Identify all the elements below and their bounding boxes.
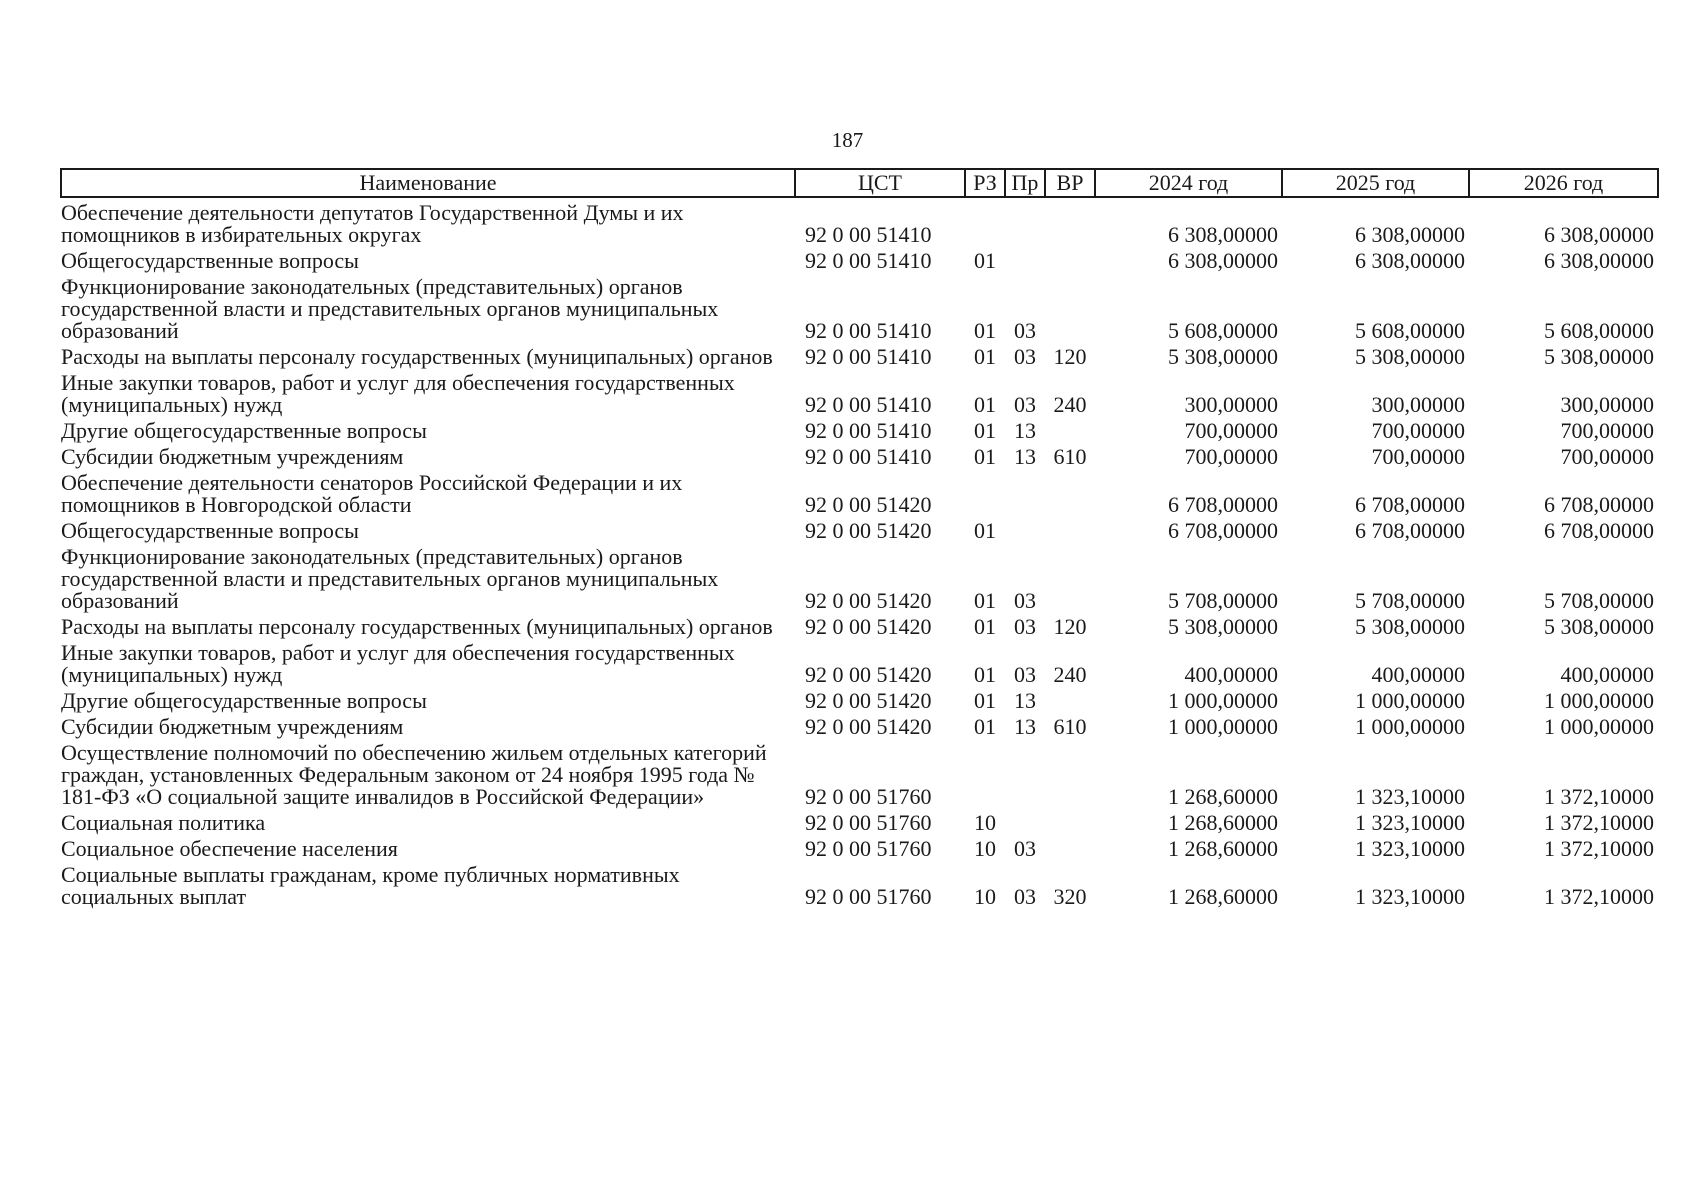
- cell-2024: 5 308,00000: [1168, 614, 1278, 639]
- cell-cst: 92 0 00 51420: [805, 518, 932, 543]
- cell-vr: [1045, 808, 1095, 834]
- cell-rz: 01: [974, 444, 996, 469]
- table-row: [61, 468, 1658, 516]
- cell-name: Социальные выплаты гражданам, кроме публичных нормативных социальных выплат: [61, 862, 680, 909]
- cell-name: Общегосударственные вопросы: [61, 248, 359, 273]
- table-row: [61, 686, 1658, 712]
- cell-cst: 92 0 00 51410: [805, 344, 932, 369]
- table-row: [61, 442, 1658, 468]
- cell-vr: [1045, 516, 1095, 542]
- table-row: [61, 612, 1658, 638]
- cell-name: Другие общегосударственные вопросы: [61, 688, 427, 713]
- header-row: [61, 169, 1658, 197]
- cell-2024: 6 308,00000: [1168, 248, 1278, 273]
- cell-2024: 1 000,00000: [1168, 714, 1278, 739]
- cell-2024: 1 268,60000: [1168, 810, 1278, 835]
- cell-name: Иные закупки товаров, работ и услуг для обеспечения государственных (муниципальных) нужд: [61, 370, 735, 417]
- table-row: [61, 542, 1658, 612]
- cell-name: Социальная политика: [61, 810, 266, 835]
- cell-rz: 01: [974, 614, 996, 639]
- cell-rz: 01: [974, 318, 996, 343]
- cell-name: Субсидии бюджетным учреждениям: [61, 444, 404, 469]
- table-row: [61, 416, 1658, 442]
- cell-2026: 5 708,00000: [1544, 588, 1654, 613]
- cell-name: Функционирование законодательных (представительных) органов государственной власти и представительных органов муниципальных образований: [61, 544, 719, 613]
- header-rz: РЗ: [965, 169, 1005, 197]
- cell-name: Социальное обеспечение населения: [61, 836, 398, 861]
- cell-2026: 5 308,00000: [1544, 614, 1654, 639]
- cell-vr: [1045, 468, 1095, 516]
- cell-rz: 10: [974, 884, 996, 909]
- cell-2024: 400,00000: [1184, 662, 1278, 687]
- cell-pr: 13: [1014, 714, 1036, 739]
- cell-2024: 1 000,00000: [1168, 688, 1278, 713]
- cell-cst: 92 0 00 51410: [805, 222, 932, 247]
- cell-2025: 1 000,00000: [1355, 714, 1465, 739]
- cell-rz: [965, 738, 1005, 808]
- cell-name: Иные закупки товаров, работ и услуг для обеспечения государственных (муниципальных) нужд: [61, 640, 735, 687]
- cell-2025: 700,00000: [1371, 444, 1465, 469]
- cell-2026: 6 708,00000: [1544, 492, 1654, 517]
- page-number: 187: [831, 128, 864, 152]
- cell-rz: [965, 468, 1005, 516]
- cell-2026: 6 308,00000: [1544, 248, 1654, 273]
- cell-2026: 700,00000: [1560, 444, 1654, 469]
- header-cst: ЦСТ: [795, 169, 965, 197]
- cell-vr: [1045, 542, 1095, 612]
- cell-2026: 1 372,10000: [1544, 884, 1654, 909]
- cell-2026: 1 372,10000: [1544, 784, 1654, 809]
- table-row: [61, 246, 1658, 272]
- cell-cst: 92 0 00 51410: [805, 248, 932, 273]
- cell-name: Обеспечение деятельности сенаторов Российской Федерации и их помощников в Новгородской области: [61, 470, 683, 517]
- table-row: [61, 712, 1658, 738]
- cell-name: Обеспечение деятельности депутатов Государственной Думы и их помощников в избирательных округах: [61, 200, 684, 247]
- cell-vr: 120: [1053, 614, 1087, 639]
- cell-2025: 1 323,10000: [1355, 810, 1465, 835]
- cell-cst: 92 0 00 51410: [805, 318, 932, 343]
- cell-2025: 5 608,00000: [1355, 318, 1465, 343]
- header-year-2026: 2026 год: [1469, 169, 1658, 197]
- cell-name: Осуществление полномочий по обеспечению жильем отдельных категорий граждан, установленных Федеральным законом от 24 ноября 1995 года № 181-ФЗ «О социальной защите инвалидов в Российской Федерации»: [61, 740, 767, 809]
- cell-2026: 1 372,10000: [1544, 836, 1654, 861]
- cell-name: Расходы на выплаты персоналу государственных (муниципальных) органов: [61, 344, 773, 369]
- cell-pr: 03: [1014, 836, 1036, 861]
- cell-cst: 92 0 00 51410: [805, 418, 932, 443]
- cell-2024: 1 268,60000: [1168, 836, 1278, 861]
- cell-2026: 300,00000: [1560, 392, 1654, 417]
- cell-2025: 6 708,00000: [1355, 492, 1465, 517]
- cell-rz: 01: [974, 714, 996, 739]
- cell-pr: [1005, 738, 1045, 808]
- table-row: [61, 342, 1658, 368]
- cell-vr: 610: [1053, 444, 1087, 469]
- cell-2024: 700,00000: [1184, 444, 1278, 469]
- cell-cst: 92 0 00 51410: [805, 392, 932, 417]
- cell-name: Общегосударственные вопросы: [61, 518, 359, 543]
- cell-2026: 5 308,00000: [1544, 344, 1654, 369]
- cell-2025: 5 308,00000: [1355, 614, 1465, 639]
- cell-vr: 610: [1053, 714, 1087, 739]
- cell-rz: 01: [974, 248, 996, 273]
- cell-pr: 03: [1014, 662, 1036, 687]
- cell-cst: 92 0 00 51760: [805, 884, 932, 909]
- cell-rz: 10: [974, 836, 996, 861]
- cell-rz: 01: [974, 392, 996, 417]
- cell-pr: 03: [1014, 318, 1036, 343]
- cell-vr: 240: [1053, 662, 1087, 687]
- table-row: [61, 834, 1658, 860]
- cell-vr: [1045, 197, 1095, 246]
- cell-vr: [1045, 416, 1095, 442]
- cell-vr: [1045, 834, 1095, 860]
- cell-pr: 03: [1014, 392, 1036, 417]
- cell-rz: 01: [974, 344, 996, 369]
- cell-2024: 6 308,00000: [1168, 222, 1278, 247]
- cell-pr: 13: [1014, 444, 1036, 469]
- cell-cst: 92 0 00 51420: [805, 662, 932, 687]
- cell-cst: 92 0 00 51760: [805, 836, 932, 861]
- cell-rz: 01: [974, 518, 996, 543]
- table-row: [61, 516, 1658, 542]
- cell-2025: 6 308,00000: [1355, 222, 1465, 247]
- cell-pr: [1005, 516, 1045, 542]
- cell-2024: 6 708,00000: [1168, 492, 1278, 517]
- cell-2024: 1 268,60000: [1168, 884, 1278, 909]
- cell-2026: 1 372,10000: [1544, 810, 1654, 835]
- cell-rz: 01: [974, 588, 996, 613]
- header-name: Наименование: [61, 169, 795, 197]
- cell-rz: 10: [974, 810, 996, 835]
- cell-cst: 92 0 00 51760: [805, 810, 932, 835]
- cell-2025: 700,00000: [1371, 418, 1465, 443]
- cell-2025: 1 000,00000: [1355, 688, 1465, 713]
- cell-name: Расходы на выплаты персоналу государственных (муниципальных) органов: [61, 614, 773, 639]
- cell-pr: 13: [1014, 418, 1036, 443]
- cell-pr: [1005, 468, 1045, 516]
- cell-cst: 92 0 00 51420: [805, 588, 932, 613]
- cell-2026: 1 000,00000: [1544, 688, 1654, 713]
- cell-2025: 1 323,10000: [1355, 784, 1465, 809]
- cell-2024: 5 308,00000: [1168, 344, 1278, 369]
- cell-pr: 03: [1014, 344, 1036, 369]
- cell-cst: 92 0 00 51760: [805, 784, 932, 809]
- cell-2024: 1 268,60000: [1168, 784, 1278, 809]
- cell-pr: 03: [1014, 614, 1036, 639]
- cell-2025: 1 323,10000: [1355, 836, 1465, 861]
- cell-2025: 5 308,00000: [1355, 344, 1465, 369]
- header-year-2024: 2024 год: [1095, 169, 1282, 197]
- cell-pr: 13: [1014, 688, 1036, 713]
- cell-rz: [965, 197, 1005, 246]
- cell-name: Субсидии бюджетным учреждениям: [61, 714, 404, 739]
- cell-2024: 5 708,00000: [1168, 588, 1278, 613]
- cell-2025: 400,00000: [1371, 662, 1465, 687]
- cell-rz: 01: [974, 418, 996, 443]
- header-vr: ВР: [1045, 169, 1095, 197]
- table-row: [61, 272, 1658, 342]
- header-year-2025: 2025 год: [1282, 169, 1469, 197]
- cell-cst: 92 0 00 51410: [805, 444, 932, 469]
- cell-2026: 400,00000: [1560, 662, 1654, 687]
- budget-table: [60, 168, 1659, 908]
- table-row: [61, 197, 1658, 246]
- cell-2025: 6 308,00000: [1355, 248, 1465, 273]
- cell-cst: 92 0 00 51420: [805, 714, 932, 739]
- cell-vr: [1045, 246, 1095, 272]
- cell-2025: 1 323,10000: [1355, 884, 1465, 909]
- cell-2026: 5 608,00000: [1544, 318, 1654, 343]
- table-body: [61, 197, 1658, 908]
- table-header: [61, 169, 1658, 197]
- cell-2025: 6 708,00000: [1355, 518, 1465, 543]
- cell-pr: 03: [1014, 588, 1036, 613]
- cell-pr: 03: [1014, 884, 1036, 909]
- cell-2024: 300,00000: [1184, 392, 1278, 417]
- cell-pr: [1005, 808, 1045, 834]
- cell-rz: 01: [974, 688, 996, 713]
- cell-2024: 6 708,00000: [1168, 518, 1278, 543]
- cell-pr: [1005, 246, 1045, 272]
- cell-name: Функционирование законодательных (представительных) органов государственной власти и представительных органов муниципальных образований: [61, 274, 719, 343]
- table-row: [61, 860, 1658, 908]
- cell-2024: 700,00000: [1184, 418, 1278, 443]
- cell-rz: 01: [974, 662, 996, 687]
- cell-name: Другие общегосударственные вопросы: [61, 418, 427, 443]
- table-row: [61, 638, 1658, 686]
- cell-2025: 5 708,00000: [1355, 588, 1465, 613]
- cell-2026: 1 000,00000: [1544, 714, 1654, 739]
- cell-vr: 320: [1053, 884, 1087, 909]
- cell-vr: [1045, 686, 1095, 712]
- cell-cst: 92 0 00 51420: [805, 492, 932, 517]
- cell-cst: 92 0 00 51420: [805, 688, 932, 713]
- cell-2026: 6 308,00000: [1544, 222, 1654, 247]
- cell-vr: 120: [1053, 344, 1087, 369]
- cell-2026: 700,00000: [1560, 418, 1654, 443]
- cell-2024: 5 608,00000: [1168, 318, 1278, 343]
- cell-pr: [1005, 197, 1045, 246]
- table-row: [61, 368, 1658, 416]
- cell-2025: 300,00000: [1371, 392, 1465, 417]
- cell-vr: [1045, 738, 1095, 808]
- cell-vr: 240: [1053, 392, 1087, 417]
- table-row: [61, 738, 1658, 808]
- header-pr: Пр: [1005, 169, 1045, 197]
- table-row: [61, 808, 1658, 834]
- cell-2026: 6 708,00000: [1544, 518, 1654, 543]
- cell-cst: 92 0 00 51420: [805, 614, 932, 639]
- cell-vr: [1045, 272, 1095, 342]
